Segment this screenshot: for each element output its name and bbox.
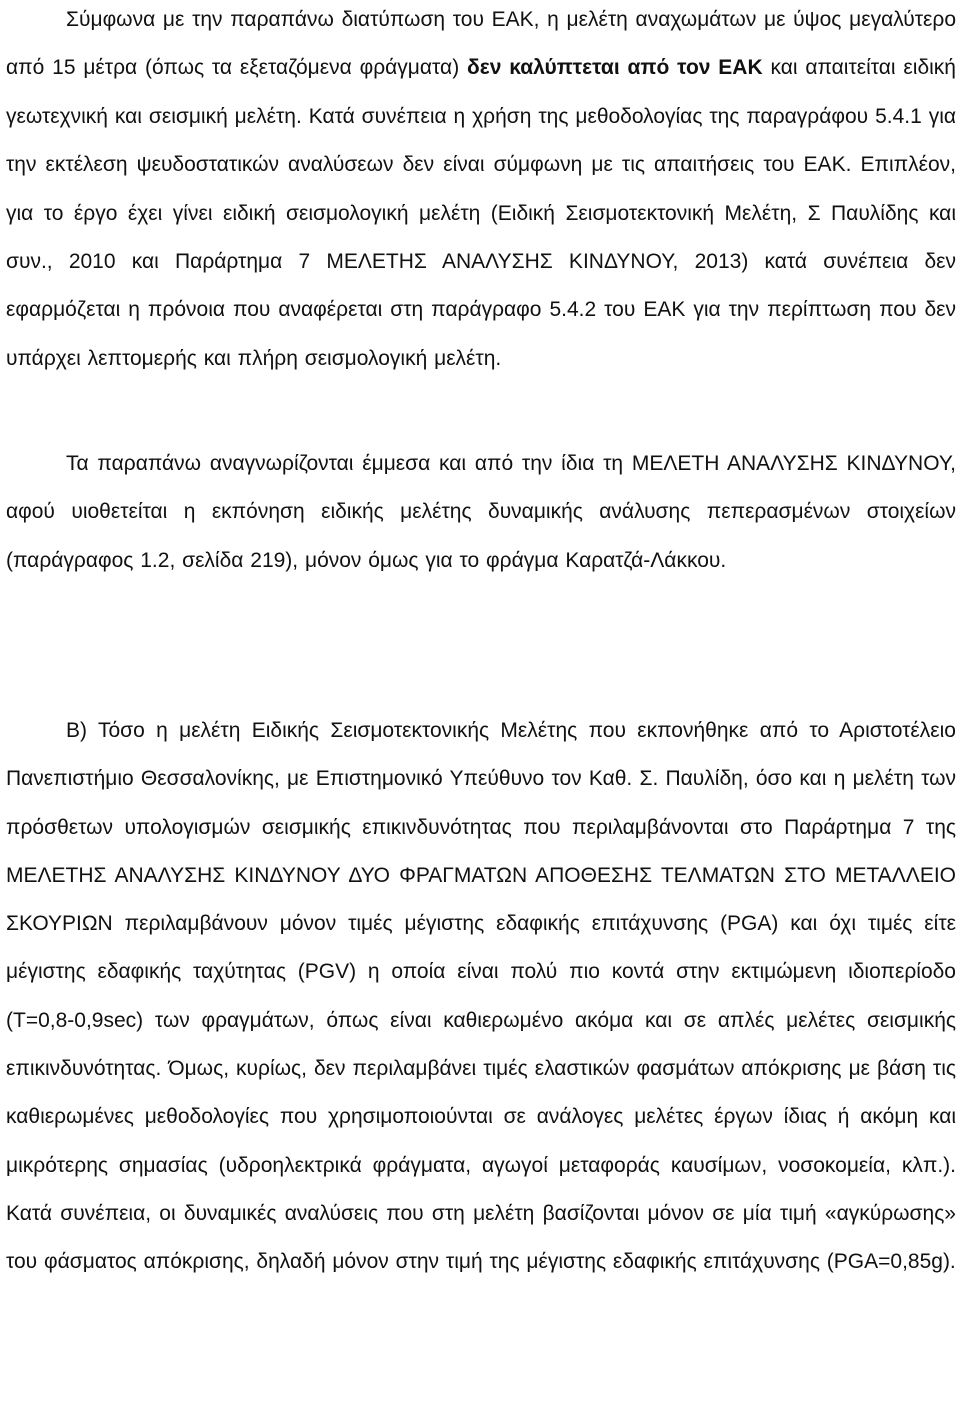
paragraph-section-b [6,707,956,1287]
paragraph-text: Τα παραπάνω αναγνωρίζονται έμμεσα και από την ίδια τη ΜΕΛΕΤΗ ΑΝΑΛΥΣΗΣ ΚΙΝΔΥΝΟΥ, αφού υιοθετείται η εκπόνηση ειδικής μελέτης δυναμικής ανάλυσης πεπερασμένων στοιχείων (παράγραφος 1.2, σελίδα 219), μόνον όμως για το φράγμα Καρατζά-Λάκκου. [6,452,956,572]
paragraph-text: Β) Τόσο η μελέτη Ειδικής Σεισμοτεκτονικής Μελέτης που εκπονήθηκε από το Αριστοτέλειο Πανεπιστήμιο Θεσσαλονίκης, με Επιστημονικό Υπεύθυνο τον Καθ. Σ. Παυλίδη, όσο και η μελέτη των πρόσθετων υπολογισμών σεισμικής επικινδυνότητας που περιλαμβάνονται στο Παράρτημα 7 της ΜΕΛΕΤΗΣ ΑΝΑΛΥΣΗΣ ΚΙΝΔΥΝΟΥ ΔΥΟ ΦΡΑΓΜΑΤΩΝ ΑΠΟΘΕΣΗΣ ΤΕΛΜΑΤΩΝ ΣΤΟ ΜΕΤΑΛΛΕΙΟ ΣΚΟΥΡΙΩΝ περιλαμβάνουν μόνον τιμές μέγιστης εδαφικής επιτάχυνσης (PGA) και όχι τιμές είτε μέγιστης εδαφικής ταχύτητας (PGV) η οποία είναι πολύ πιο κοντά στην εκτιμώμενη ιδιοπερίοδο (Τ=0,8-0,9sec) των φραγμάτων, όπως είναι καθιερωμένο ακόμα και σε απλές μελέτες σεισμικής επικινδυνότητας. Όμως, κυρίως, δεν περιλαμβάνει τιμές ελαστικών φασμάτων απόκρισης με βάση τις καθιερωμένες μεθοδολογίες που χρησιμοποιούνται σε ανάλογες μελέτες έργων ίδιας ή ακόμη και μικρότερης σημασίας (υδροηλεκτρικά φράγματα, αγωγοί μεταφοράς καυσίμων, νοσοκομεία, κλπ.). Κατά συνέπεια, οι δυναμικές αναλύσεις που στη μελέτη βασίζονται μόνον σε μία τιμή «αγκύρωσης» του φάσματος απόκρισης, δηλαδή μόνον στην τιμή της μέγιστης εδαφικής επιτάχυνσης (PGA=0,85g). [6,719,956,1274]
paragraph-risk-study [6,440,956,585]
bold-emphasis: δεν καλύπτεται από τον ΕΑΚ [467,56,763,80]
paragraph-ead-scope [6,0,956,383]
paragraph-text: Σύμφωνα με την παραπάνω διατύπωση του ΕΑΚ, η μελέτη αναχωμάτων με ύψος μεγαλύτερο από 15 μέτρα (όπως τα εξεταζόμενα φράγματα) [6,8,956,80]
paragraph-text: και απαιτείται ειδική γεωτεχνική και σεισμική μελέτη. Κατά συνέπεια η χρήση της μεθοδολογίας της παραγράφου 5.4.1 για την εκτέλεση ψευδοστατικών αναλύσεων δεν είναι σύμφωνη με τις απαιτήσεις του ΕΑΚ. Επιπλέον, για το έργο έχει γίνει ειδική σεισμολογική μελέτη (Ειδική Σεισμοτεκτονική Μελέτη, Σ Παυλίδης και συν., 2010 και Παράρτημα 7 ΜΕΛΕΤΗΣ ΑΝΑΛΥΣΗΣ ΚΙΝΔΥΝΟΥ, 2013) κατά συνέπεια δεν εφαρμόζεται η πρόνοια που αναφέρεται στη παράγραφο 5.4.2 του ΕΑΚ για την περίπτωση που δεν υπάρχει λεπτομερής και πλήρη σεισμολογική μελέτη. [6,56,956,370]
